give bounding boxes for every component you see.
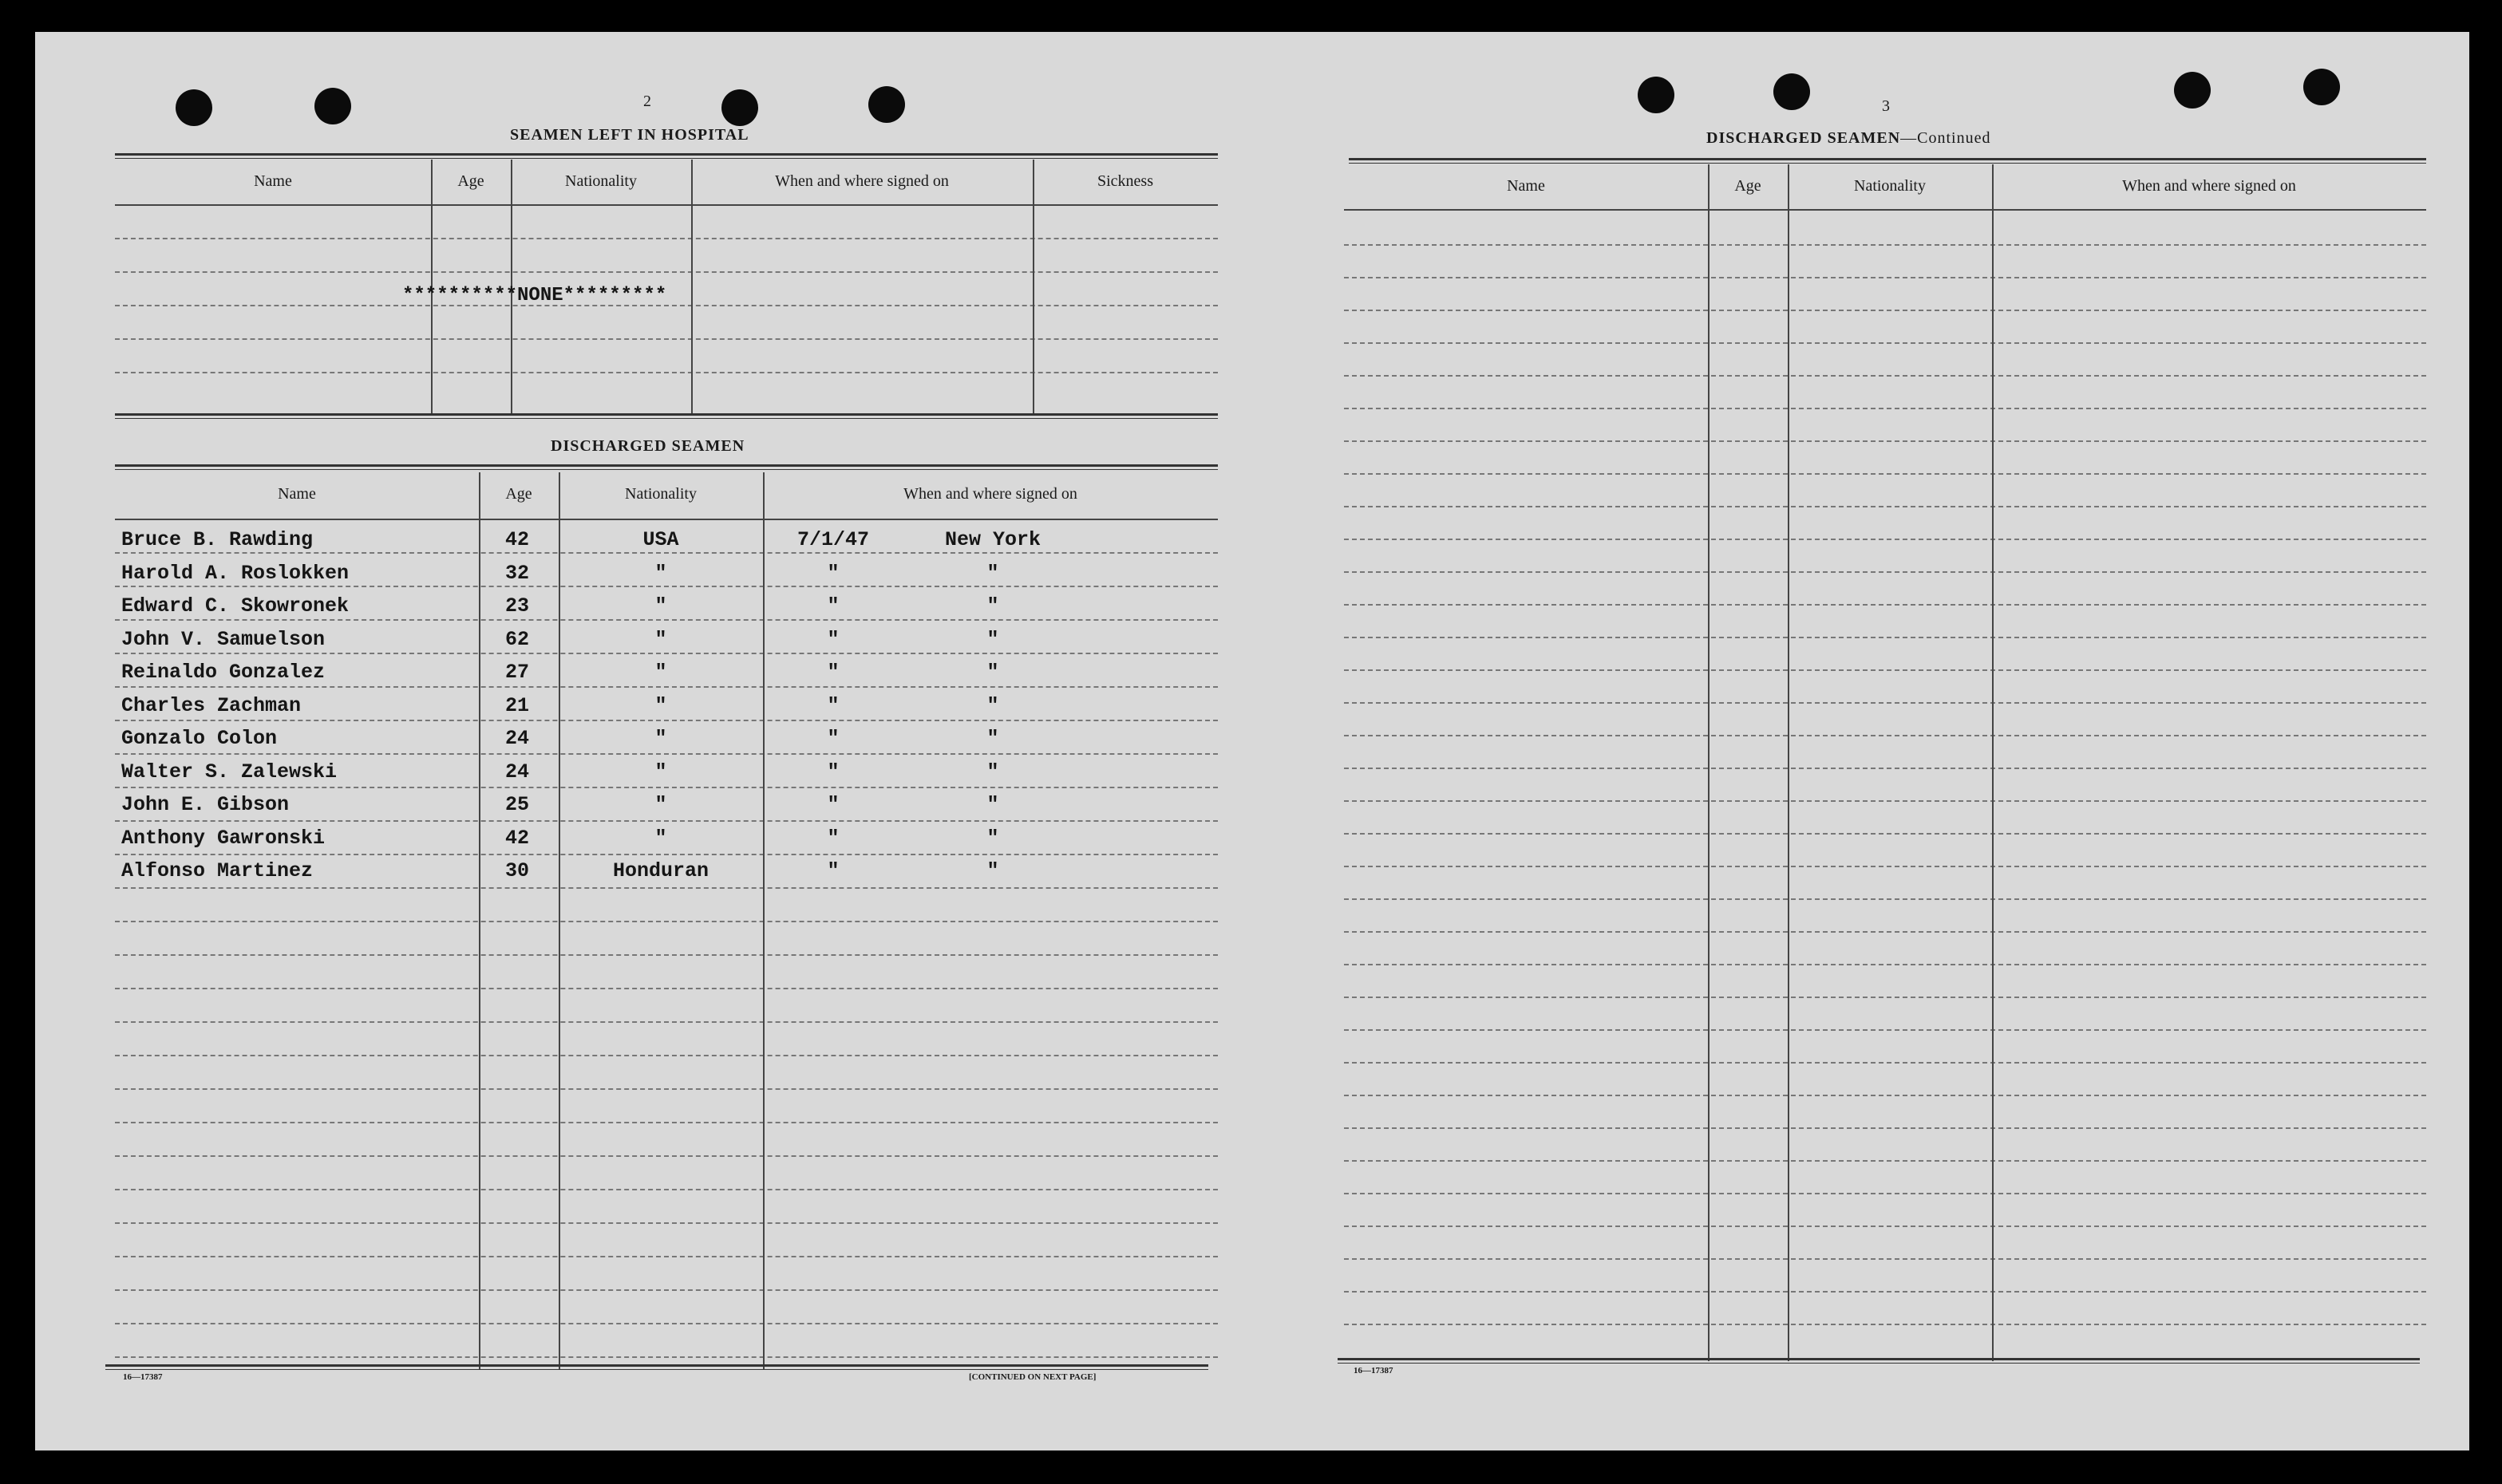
discharged-cell-date: " bbox=[827, 859, 840, 882]
ruled-line bbox=[1344, 1324, 2426, 1325]
discharged-cell-date: " bbox=[827, 693, 840, 717]
ruled-line bbox=[115, 653, 1218, 654]
left-page bbox=[35, 32, 1232, 1450]
ruled-line bbox=[1344, 768, 2426, 769]
hospital-header-sickness: Sickness bbox=[1097, 172, 1153, 190]
ruled-line bbox=[115, 586, 1218, 587]
discharged-cell-nationality: " bbox=[654, 826, 667, 850]
discharged-cell-nationality: " bbox=[654, 693, 667, 717]
ruled-line bbox=[1344, 800, 2426, 802]
discharged-cell-nationality: " bbox=[654, 661, 667, 684]
discharged-cell-name: John E. Gibson bbox=[121, 793, 290, 816]
discharged-cell-name: Edward C. Skowronek bbox=[121, 594, 350, 618]
ruled-line bbox=[115, 1323, 1218, 1324]
ruled-line bbox=[1344, 702, 2426, 704]
document-sheet bbox=[35, 32, 2469, 1450]
discharged-header-name: Name bbox=[278, 485, 316, 503]
ruled-line bbox=[1344, 277, 2426, 278]
discharged-cell-name: Alfonso Martinez bbox=[121, 859, 314, 882]
right-header-name: Name bbox=[1507, 177, 1545, 195]
right-header-nationality: Nationality bbox=[1854, 177, 1926, 195]
column-divider bbox=[1033, 160, 1034, 413]
ruled-line bbox=[115, 1256, 1218, 1257]
ruled-line bbox=[1344, 310, 2426, 311]
discharged-cell-place: " bbox=[986, 661, 999, 684]
ruled-line bbox=[1344, 244, 2426, 246]
hospital-header-signed-on: When and where signed on bbox=[775, 172, 949, 190]
ruled-line bbox=[1344, 408, 2426, 409]
discharged-cell-place: " bbox=[986, 793, 999, 816]
ruled-line bbox=[1344, 866, 2426, 867]
right-page bbox=[1232, 32, 2469, 1450]
discharged-section-title: DISCHARGED SEAMEN bbox=[551, 437, 745, 455]
ruled-line bbox=[1344, 637, 2426, 638]
discharged-cell-name: Charles Zachman bbox=[121, 693, 302, 717]
discharged-cell-place: " bbox=[986, 826, 999, 850]
divider bbox=[105, 1364, 1208, 1370]
ruled-line bbox=[115, 1356, 1218, 1358]
ruled-line bbox=[1344, 1225, 2426, 1227]
discharged-header-age: Age bbox=[505, 485, 532, 503]
discharged-cell-place: " bbox=[986, 727, 999, 750]
ruled-line bbox=[115, 1155, 1218, 1157]
discharged-cell-nationality: " bbox=[654, 760, 667, 783]
ruled-line bbox=[115, 820, 1218, 822]
discharged-cell-date: " bbox=[827, 793, 840, 816]
ruled-line bbox=[115, 1088, 1218, 1090]
discharged-cell-date: " bbox=[827, 826, 840, 850]
ruled-line bbox=[115, 921, 1218, 922]
discharged-cell-name: John V. Samuelson bbox=[121, 627, 326, 651]
column-divider bbox=[1992, 164, 1994, 1361]
form-number: 16—17387 bbox=[123, 1372, 163, 1382]
divider bbox=[115, 413, 1218, 419]
discharged-cell-place: " bbox=[986, 859, 999, 882]
ruled-line bbox=[1344, 506, 2426, 507]
discharged-cell-place: " bbox=[986, 594, 999, 618]
ruled-line bbox=[115, 271, 1218, 273]
discharged-header-nationality: Nationality bbox=[625, 485, 697, 503]
discharged-cell-name: Anthony Gawronski bbox=[121, 826, 326, 850]
ruled-line bbox=[1344, 898, 2426, 900]
discharged-cell-nationality: " bbox=[654, 793, 667, 816]
page-number: 2 bbox=[643, 93, 651, 110]
ruled-line bbox=[1344, 1160, 2426, 1162]
ruled-line bbox=[1344, 473, 2426, 475]
discharged-cell-age: 25 bbox=[504, 793, 529, 816]
page-number: 3 bbox=[1882, 97, 1890, 115]
ruled-line bbox=[1344, 964, 2426, 965]
ruled-line bbox=[115, 238, 1218, 239]
discharged-cell-date: " bbox=[827, 760, 840, 783]
discharged-cell-date: " bbox=[827, 727, 840, 750]
divider bbox=[115, 153, 1218, 159]
ruled-line bbox=[115, 372, 1218, 373]
ruled-line bbox=[1344, 833, 2426, 835]
discharged-cell-date: " bbox=[827, 627, 840, 651]
discharged-cell-age: 27 bbox=[504, 661, 529, 684]
discharged-cell-nationality: USA bbox=[642, 528, 679, 551]
ruled-line bbox=[115, 1222, 1218, 1224]
ruled-line bbox=[1344, 1258, 2426, 1260]
ruled-line bbox=[115, 338, 1218, 340]
ruled-line bbox=[1344, 997, 2426, 998]
discharged-cell-nationality: " bbox=[654, 627, 667, 651]
ruled-line bbox=[115, 887, 1218, 889]
title-main: DISCHARGED SEAMEN bbox=[1706, 129, 1901, 147]
discharged-cell-nationality: " bbox=[654, 594, 667, 618]
ruled-line bbox=[1344, 342, 2426, 344]
discharged-cell-age: 24 bbox=[504, 727, 529, 750]
discharged-cell-place: " bbox=[986, 627, 999, 651]
divider bbox=[115, 464, 1218, 470]
hospital-header-age: Age bbox=[457, 172, 484, 190]
hospital-none-entry: **********NONE********* bbox=[402, 285, 667, 306]
title-suffix: —Continued bbox=[1900, 129, 1991, 147]
ruled-line bbox=[1344, 669, 2426, 671]
discharged-cell-age: 62 bbox=[504, 627, 529, 651]
ruled-line bbox=[115, 854, 1218, 855]
discharged-cell-nationality: Honduran bbox=[612, 859, 709, 882]
right-header-age: Age bbox=[1734, 177, 1761, 195]
header-rule bbox=[1344, 209, 2426, 211]
header-rule bbox=[115, 519, 1218, 520]
ruled-line bbox=[115, 1122, 1218, 1123]
discharged-cell-name: Harold A. Roslokken bbox=[121, 561, 350, 585]
discharged-cell-age: 24 bbox=[504, 760, 529, 783]
discharged-cell-name: Walter S. Zalewski bbox=[121, 760, 338, 783]
discharged-cell-nationality: " bbox=[654, 727, 667, 750]
discharged-header-signed-on: When and where signed on bbox=[903, 485, 1077, 503]
ruled-line bbox=[115, 619, 1218, 621]
ruled-line bbox=[115, 552, 1218, 554]
continued-note: [CONTINUED ON NEXT PAGE] bbox=[969, 1372, 1097, 1382]
divider bbox=[1338, 1358, 2420, 1364]
discharged-continued-title bbox=[1706, 129, 1991, 148]
discharged-cell-name: Reinaldo Gonzalez bbox=[121, 661, 326, 684]
discharged-cell-name: Gonzalo Colon bbox=[121, 727, 278, 750]
ruled-line bbox=[115, 954, 1218, 956]
column-divider bbox=[1708, 164, 1710, 1361]
divider bbox=[1349, 158, 2426, 164]
discharged-cell-nationality: " bbox=[654, 561, 667, 585]
discharged-cell-age: 21 bbox=[504, 693, 529, 717]
discharged-cell-age: 30 bbox=[504, 859, 529, 882]
ruled-line bbox=[1344, 1291, 2426, 1293]
ruled-line bbox=[1344, 375, 2426, 377]
ruled-line bbox=[1344, 1127, 2426, 1129]
discharged-cell-date: " bbox=[827, 661, 840, 684]
ruled-line bbox=[115, 1189, 1218, 1190]
header-rule bbox=[115, 204, 1218, 206]
ruled-line bbox=[115, 787, 1218, 788]
ruled-line bbox=[1344, 539, 2426, 540]
discharged-cell-place: " bbox=[986, 760, 999, 783]
ruled-line bbox=[1344, 571, 2426, 573]
discharged-cell-name: Bruce B. Rawding bbox=[121, 528, 314, 551]
discharged-cell-date: 7/1/47 bbox=[796, 528, 869, 551]
ruled-line bbox=[1344, 1029, 2426, 1031]
ruled-line bbox=[115, 686, 1218, 688]
discharged-cell-place: " bbox=[986, 561, 999, 585]
ruled-line bbox=[1344, 1095, 2426, 1096]
form-number: 16—17387 bbox=[1354, 1366, 1393, 1375]
ruled-line bbox=[115, 720, 1218, 721]
ruled-line bbox=[1344, 604, 2426, 606]
ruled-line bbox=[115, 1055, 1218, 1056]
hospital-header-name: Name bbox=[254, 172, 292, 190]
discharged-cell-age: 42 bbox=[504, 528, 529, 551]
ruled-line bbox=[115, 753, 1218, 755]
discharged-cell-date: " bbox=[827, 561, 840, 585]
ruled-line bbox=[1344, 1062, 2426, 1064]
hospital-header-nationality: Nationality bbox=[565, 172, 637, 190]
ruled-line bbox=[1344, 735, 2426, 736]
ruled-line bbox=[1344, 1193, 2426, 1194]
ruled-line bbox=[115, 988, 1218, 989]
discharged-cell-date: " bbox=[827, 594, 840, 618]
discharged-cell-age: 32 bbox=[504, 561, 529, 585]
column-divider bbox=[1788, 164, 1789, 1361]
ruled-line bbox=[115, 1021, 1218, 1023]
right-header-signed-on: When and where signed on bbox=[2122, 177, 2296, 195]
ruled-line bbox=[115, 1289, 1218, 1291]
ruled-line bbox=[1344, 440, 2426, 442]
hospital-section-title: SEAMEN LEFT IN HOSPITAL bbox=[510, 126, 749, 144]
discharged-cell-age: 42 bbox=[504, 826, 529, 850]
ruled-line bbox=[1344, 931, 2426, 933]
discharged-cell-place: " bbox=[986, 693, 999, 717]
discharged-cell-age: 23 bbox=[504, 594, 529, 618]
column-divider bbox=[691, 160, 693, 413]
discharged-cell-place: New York bbox=[944, 528, 1042, 551]
